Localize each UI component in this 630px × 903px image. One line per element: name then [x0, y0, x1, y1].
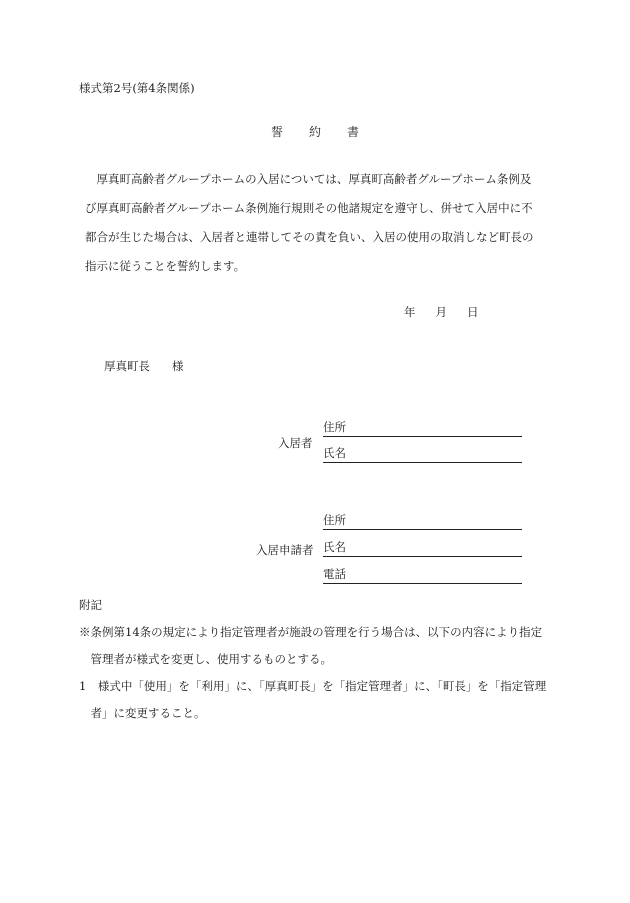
resident-address-label: 住所 — [323, 420, 346, 434]
resident-name-field[interactable] — [323, 445, 522, 463]
addressee-honorific: 様 — [172, 359, 184, 373]
applicant-address-field[interactable] — [323, 512, 522, 530]
applicant-phone-field[interactable] — [323, 566, 522, 584]
date-year: 年 — [404, 305, 416, 319]
note-line: ※条例第14条の規定により指定管理者が施設の管理を行う場合は、以下の内容により指定 — [79, 625, 543, 639]
appendix-heading: 附記 — [79, 598, 102, 612]
date-month: 月 — [435, 305, 447, 319]
appendix-note — [79, 619, 549, 673]
applicant-address-label: 住所 — [323, 513, 346, 527]
body-line: 厚真町高齢者グループホームの入居については、厚真町高齢者グループホーム条例及 — [85, 172, 532, 186]
applicant-name-label: 氏名 — [323, 540, 346, 554]
applicant-phone-label: 電話 — [323, 567, 346, 581]
title-char-3: 書 — [347, 125, 360, 139]
item-line: 1 様式中「使用」を「利用」に、「厚真町長」を「指定管理者」に、「町長」を「指定管理 — [79, 679, 547, 693]
title-char-1: 誓 — [270, 125, 283, 139]
body-line: 指示に従うことを誓約します。 — [85, 259, 246, 273]
form-number: 様式第2号(第4条関係) — [79, 81, 195, 95]
title-char-2: 約 — [308, 125, 321, 139]
applicant-name-field[interactable] — [323, 539, 522, 557]
applicant-label: 入居申請者 — [256, 543, 314, 557]
appendix-item — [79, 673, 549, 727]
addressee-name: 厚真町長 — [104, 359, 150, 373]
resident-label: 入居者 — [278, 436, 313, 450]
body-line: び厚真町高齢者グループホーム条例施行規則その他諸規定を遵守し、併せて入居中に不 — [85, 201, 533, 215]
body-line: 都合が生じた場合は、入居者と連帯してその責を負い、入居の使用の取消しなど町長の — [85, 230, 534, 244]
resident-address-field[interactable] — [323, 419, 522, 437]
date-day: 日 — [467, 305, 479, 319]
date-line — [404, 304, 499, 320]
pledge-body — [85, 165, 550, 281]
note-line: 管理者が様式を変更し、使用するものとする。 — [79, 652, 332, 666]
item-line: 者」に変更すること。 — [79, 706, 206, 720]
addressee — [104, 358, 184, 374]
document-title — [0, 123, 630, 140]
resident-name-label: 氏名 — [323, 446, 346, 460]
